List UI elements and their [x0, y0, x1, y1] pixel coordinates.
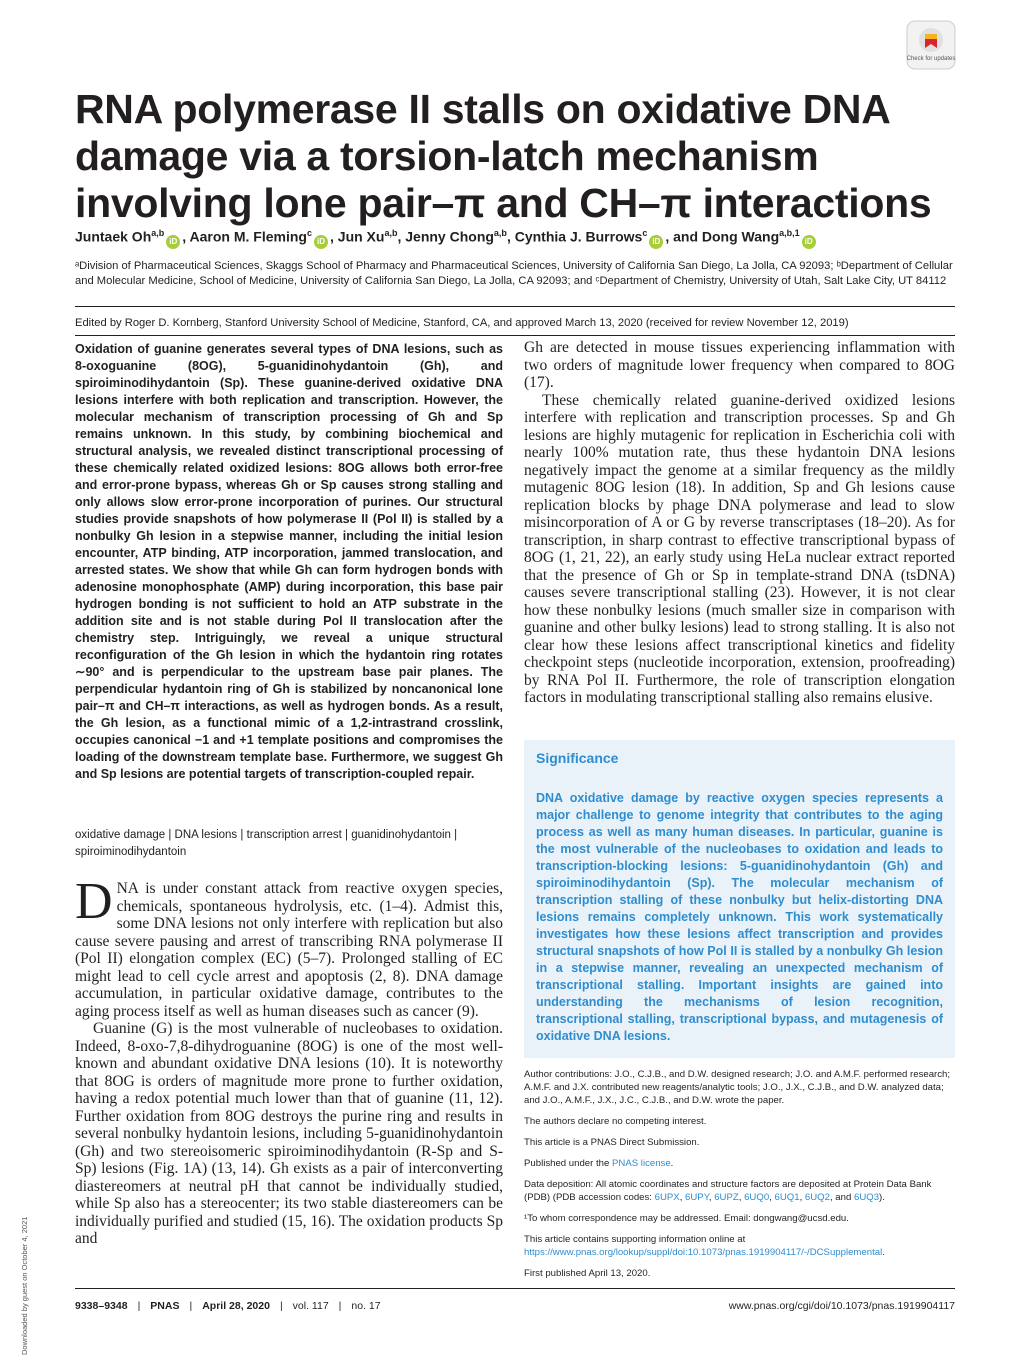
pdb-code-link[interactable]: 6UPY	[685, 1192, 709, 1203]
license-prefix: Published under the	[524, 1158, 613, 1169]
badge-label: Check for updates	[906, 56, 956, 62]
author-name: Aaron M. Fleming	[189, 228, 307, 245]
intro-paragraph-1-text: NA is under constant attack from reactive oxygen species, chemicals, spontaneous hydrolysis, etc. (1–4). Admist this, some DNA lesions not only interfere with replication but also cause severe pausing and arrest of transcribing RNA polymerase II (Pol II) elongation complex (EC) (5–7). Prolonged stalling of EC might lead to cell cycle arrest and apoptosis (2, 8). DNA damage accumulation, in particular oxidative damage, contributes to the aging process itself as well as human diseases such as cancer (9).	[75, 880, 503, 1020]
download-watermark-text: Downloaded by guest on October 4, 2021	[20, 1216, 29, 1355]
competing-interest: The authors declare no competing interest.	[524, 1116, 707, 1127]
pdb-code-link[interactable]: 6UQ0	[744, 1192, 770, 1203]
si-link[interactable]: https://www.pnas.org/lookup/suppl/doi:10.1073/pnas.1919904117/-/DCSupplemental	[524, 1247, 883, 1258]
pdb-code-link[interactable]: 6UQ1	[774, 1192, 800, 1203]
keyword: transcription arrest	[246, 829, 342, 841]
footer-citation: 9338–9348 | PNAS | April 28, 2020 | vol. 117 | no. 17	[75, 1300, 381, 1312]
author-name: Dong Wang	[701, 228, 780, 245]
significance-text: DNA oxidative damage by reactive oxygen species represents a major challenge to genome integrity that contributes to the aging process as well as many human diseases. In particular, guanine is the most vulnerable of the nucleobases to oxidation and leads to transcription-blocking lesions: 5-guanidinohydantoin (Gh) and spiroiminodihydantoin (Sp). The molecular mechanism of transcription stalling of these nonbulky but helix-distorting DNA lesions remains completely unknown. This work systematically investigates how these lesions affect transcription and provides structural snapshots of how Pol II is stalled by a nonbulky Gh lesion in a stepwise manner, revealing an unexpected mechanism of transcriptional stalling. Important insights are gained into understanding the mechanisms of lesion recognition, transcriptional stalling, transcriptional bypass, and mutagenesis of oxidative DNA lesions.	[536, 791, 943, 1043]
divider	[75, 306, 955, 307]
author-name: Cynthia J. Burrows	[514, 228, 643, 245]
pdb-code-links: 6UPX, 6UPY, 6UPZ, 6UQ0, 6UQ1, 6UQ2, and 6UQ3	[654, 1192, 880, 1203]
article-title: RNA polymerase II stalls on oxidative DNA damage via a torsion-latch mechanism involving lone pair–π and CH–π interactions	[75, 86, 932, 226]
right-paragraph-1: Gh are detected in mouse tissues experiencing inflammation with two orders of magnitude lower frequency when compared to 8OG (17).	[524, 339, 955, 391]
footer-divider	[75, 1288, 955, 1289]
significance-title: Significance	[536, 750, 619, 766]
correspondence: ¹To whom correspondence may be addressed. Email: dongwang@ucsd.edu.	[524, 1213, 849, 1224]
right-paragraph-2: These chemically related guanine-derived oxidized lesions interfere with replication and transcription processes. Sp and Gh lesions are highly mutagenic for replication in Escherichia coli with nearly 100% mutation rate, thus these hydantoin DNA lesions negatively impact the genome at a similar frequency as the mildly mutagenic 8OG lesion (18). In addition, Sp and Gh lesions cause replication blocks by phage DNA polymerase and lead to slow misincorporation of A or G by reverse transcriptases (18–20). As for transcription, in sharp contrast to effective transcriptional bypass of 8OG (1, 21, 22), an early study using HeLa nuclear extract reported that the presence of Gh or Sp in template-strand DNA (tsDNA) causes severe transcriptional stalling (23). However, it is not clear how these nonbulky lesions (much smaller size in comparison with guanine and other bulky lesions) lead to strong stalling. It is also not clear how these lesions affect transcriptional kinetics and fidelity checkpoint steps (nucleotide incorporation, extension, proofreading) by RNA Pol II. Furthermore, the role of transcription elongation factors in modulating transcriptional stalling also remains elusive.	[524, 391, 955, 706]
si-suffix: .	[882, 1247, 885, 1258]
deposition-suffix: ).	[879, 1192, 885, 1203]
abstract: Oxidation of guanine generates several types of DNA lesions, such as 8-oxoguanine (8OG), 5-guanidinohydantoin (Gh), and spiroiminodihydantoin (Sp). These guanine-derived oxidative DNA lesions interfere with both replication and transcription. However, the molecular mechanism of transcription processing of Gh and Sp remains unknown. In this study, by combining biochemical and structural analysis, we revealed distinct transcriptional processing of these chemically related oxidized lesions: 8OG allows both error-free and error-prone bypass, whereas Gh or Sp causes strong stalling and only allows slow error-prone incorporation of purines. Our structural studies provide snapshots of how polymerase II (Pol II) is stalled by a nonbulky Gh lesion in a stepwise manner, including the initial lesion encounter, ATP binding, ATP incorporation, jammed translocation, and arrested states. We show that while Gh can form hydrogen bonds with adenosine monophosphate (AMP) during incorporation, this base pair hydrogen bonding is not sufficient to hold an ATP substrate in the addition site and is not stable during Pol II translocation after the chemistry step. Intriguingly, we reveal a unique structural reconfiguration of the Gh lesion in which the hydantoin ring rotates ∼90° and is perpendicular to the upstream base pair planes. The perpendicular hydantoin ring of Gh is stabilized by noncanonical lone pair–π and CH–π interactions, as well as hydrogen bonds. As a result, the Gh lesion, as a functional mimic of a 1,2-intrastrand crosslink, occupies canonical −1 and +1 template positions and compromises the loading of the downstream template base. Furthermore, we suggest Gh and Sp lesions are potential targets of transcription-coupled repair.	[75, 342, 503, 781]
author-affiliation-marker: c	[642, 228, 648, 238]
supporting-info	[524, 1233, 955, 1259]
right-column-text	[524, 339, 955, 707]
author-name: Jun Xu	[337, 228, 385, 245]
data-deposition	[524, 1178, 955, 1204]
author-name: Jenny Chong	[405, 228, 494, 245]
check-for-updates-badge[interactable]	[906, 20, 956, 70]
affiliations: ᵃDivision of Pharmaceutical Sciences, Skaggs School of Pharmacy and Pharmaceutical Sciences, University of California San Diego, La Jolla, CA 92093; ᵇDepartment of Cellular and Molecular Medicine, School of Medicine, University of California San Diego, La Jolla, CA 92093; and ᶜDepartment of Chemistry, University of Utah, Salt Lake City, UT 84112	[75, 260, 953, 287]
intro-paragraph-2: Guanine (G) is the most vulnerable of nucleobases to oxidation. Indeed, 8-oxo-7,8-dihydroguanine (8OG) is one of the most well-known and abundant oxidative DNA lesions (10). It is noteworthy that 8OG is orders of magnitude more prone to further oxidation, having a redox potential much lower than that of guanine (11, 12). Further oxidation from 8OG destroys the purine ring and results in several nonbulky hydantoin lesions, including 5-guanidinohydantoin (Gh) and two stereoisomeric spiroiminodihydantoin (R-Sp and S-Sp) lesions (Fig. 1A) (13, 14). Gh exists as a pair of interconverting diastereomers at neutral pH that cannot be individually studied, while Sp also has a stereocenter; its two stable diastereomers can be individually purified and studied (15, 16). The oxidation products Sp and	[75, 1020, 503, 1247]
footer-pages: 9338–9348	[75, 1300, 128, 1312]
author-name: Juntaek Oh	[75, 228, 152, 245]
author-list: Juntaek Oh$^{a,b}$iD , Aaron M. Fleming$^c$iD , Jun Xu$^{a,b}$, Jenny Chong$^{a,b}$, Cynthia J. Burrows$^c$iD , and Dong Wang$^{a,b,1}$iD	[75, 228, 955, 249]
license-link[interactable]: PNAS license	[612, 1158, 671, 1169]
pdb-code-link[interactable]: 6UQ3	[853, 1192, 880, 1203]
keywords: oxidative damage | DNA lesions | transcription arrest | guanidinohydantoin | spiroiminodihydantoin	[75, 829, 458, 858]
author-affiliation-marker: a,b,1	[779, 228, 800, 238]
keyword: oxidative damage	[75, 829, 166, 841]
orcid-icon[interactable]: iD	[314, 235, 328, 249]
footer-journal: PNAS	[150, 1300, 180, 1312]
pdb-code-link[interactable]: 6UPZ	[714, 1192, 739, 1203]
introduction	[75, 873, 503, 1248]
dropcap: D	[75, 873, 113, 930]
keyword: spiroiminodihydantoin	[75, 846, 187, 858]
intro-paragraph-1	[75, 873, 503, 1020]
author-affiliation-marker: a,b	[384, 228, 398, 238]
submission-note: This article is a PNAS Direct Submission.	[524, 1137, 700, 1148]
article-notes	[524, 1068, 955, 1288]
pdb-code-link[interactable]: 6UQ2	[804, 1192, 830, 1203]
download-watermark	[20, 1216, 32, 1355]
edited-by: Edited by Roger D. Kornberg, Stanford University School of Medicine, Stanford, CA, and approved March 13, 2020 (received for review November 12, 2019)	[75, 317, 849, 329]
footer-issue: no. 17	[351, 1300, 381, 1312]
author-affiliation-marker: a,b	[493, 228, 507, 238]
first-published: First published April 13, 2020.	[524, 1268, 651, 1279]
author-affiliation-marker: c	[306, 228, 312, 238]
si-prefix: This article contains supporting information online at	[524, 1234, 746, 1245]
keyword: DNA lesions	[174, 829, 238, 841]
license-suffix: .	[670, 1158, 674, 1169]
keyword: guanidinohydantoin	[351, 829, 451, 841]
orcid-icon[interactable]: iD	[649, 235, 663, 249]
orcid-icon[interactable]: iD	[802, 235, 816, 249]
deposition-prefix: Data deposition: All atomic coordinates and structure factors are deposited at Protein Data Bank (PDB) (PDB accession codes:	[524, 1179, 932, 1203]
author-affiliation-marker: a,b	[151, 228, 165, 238]
footer-date: April 28, 2020	[202, 1300, 270, 1312]
footer-doi-url[interactable]: www.pnas.org/cgi/doi/10.1073/pnas.1919904117	[728, 1300, 955, 1312]
orcid-icon[interactable]: iD	[166, 235, 180, 249]
footer-volume: vol. 117	[292, 1300, 329, 1312]
author-contributions: Author contributions: J.O., C.J.B., and D.W. designed research; J.O. and A.M.F. performed research; A.M.F. and J.X. contributed new reagents/analytic tools; J.O., J.X., C.J.B., and D.W. analyzed data; and J.O., A.M.F., J.X., J.C., C.J.B., and D.W. wrote the paper.	[524, 1069, 951, 1106]
pdb-code-link[interactable]: 6UPX	[654, 1192, 680, 1203]
divider	[75, 335, 955, 336]
license-note	[524, 1157, 955, 1170]
